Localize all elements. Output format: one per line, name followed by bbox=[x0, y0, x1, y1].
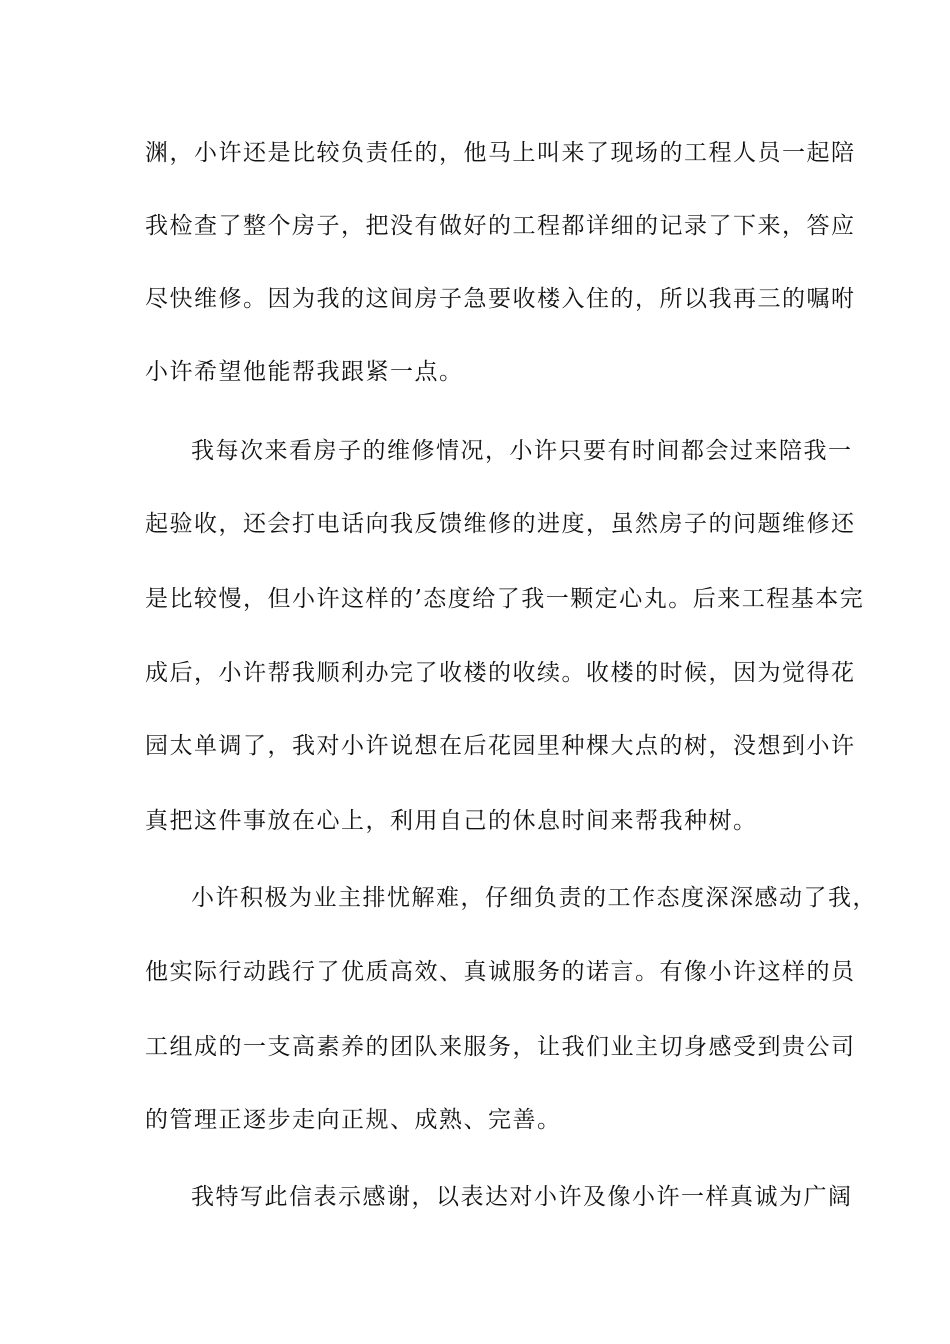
paragraph-first-line: 我每次来看房子的维修情况，小许只要有时间都会过来陪我一 bbox=[191, 438, 853, 464]
text-line: 成后，小许帮我顺利办完了收楼的收续。收楼的时候，因为觉得花 bbox=[145, 660, 856, 686]
text-line: 我检查了整个房子，把没有做好的工程都详细的记录了下来，答应 bbox=[145, 213, 856, 239]
text-line: 的管理正逐步走向正规、成熟、完善。 bbox=[145, 1107, 562, 1133]
text-line: 渊，小许还是比较负责任的，他马上叫来了现场的工程人员一起陪 bbox=[145, 140, 856, 166]
text-line: 他实际行动践行了优质高效、真诚服务的诺言。有像小许这样的员 bbox=[145, 959, 856, 985]
text-line: 真把这件事放在心上，利用自己的休息时间来帮我种树。 bbox=[145, 808, 758, 834]
text-line: 尽快维修。因为我的这间房子急要收楼入住的，所以我再三的嘱咐 bbox=[145, 286, 856, 312]
paragraph-first-line: 我特写此信表示感谢，以表达对小许及像小许一样真诚为广阔 bbox=[191, 1184, 853, 1210]
text-line: 园太单调了，我对小许说想在后花园里种棵大点的树，没想到小许 bbox=[145, 733, 856, 759]
paragraph-first-line: 小许积极为业主排忧解难，仔细负责的工作态度深深感动了我， bbox=[191, 885, 877, 911]
text-line: 起验收，还会打电话向我反馈维修的进度，虽然房子的问题维修还 bbox=[145, 511, 856, 537]
text-line: 是比较慢，但小许这样的’态度给了我一颗定心丸。后来工程基本完 bbox=[145, 586, 865, 612]
text-line: 小许希望他能帮我跟紧一点。 bbox=[145, 359, 464, 385]
text-line: 工组成的一支高素养的团队来服务，让我们业主切身感受到贵公司 bbox=[145, 1034, 856, 1060]
